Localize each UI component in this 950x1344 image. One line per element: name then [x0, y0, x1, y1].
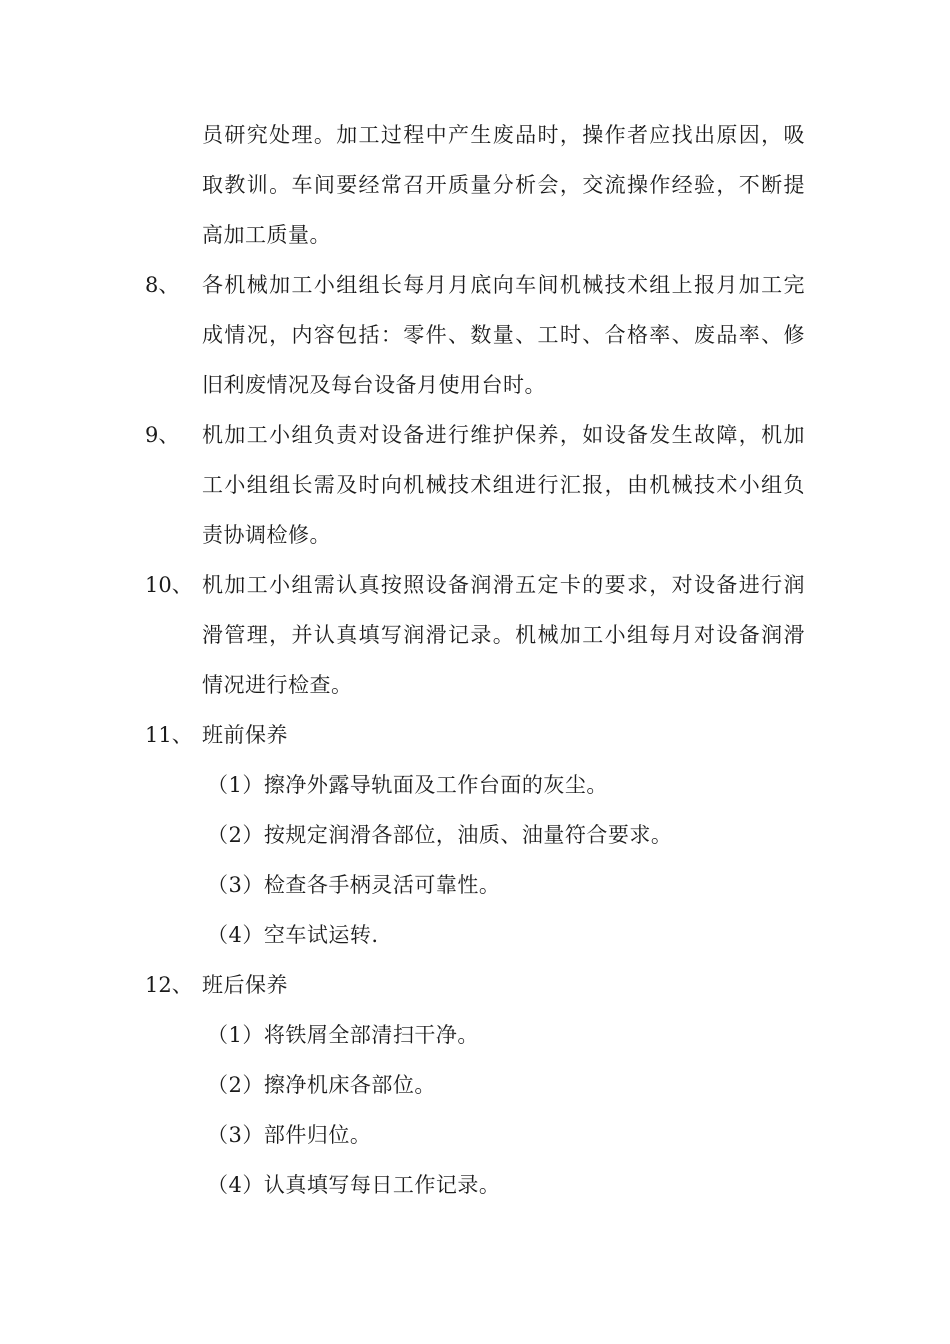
paragraph-line: 员研究处理。加工过程中产生废品时，操作者应找出原因，吸	[202, 123, 805, 147]
item-number: 12、	[145, 973, 193, 997]
paragraph-line: 情况进行检查。	[202, 673, 353, 697]
sub-item: （1）擦净外露导轨面及工作台面的灰尘。	[207, 773, 608, 797]
paragraph-line: 旧利废情况及每台设备月使用台时。	[202, 373, 546, 397]
paragraph-line: 高加工质量。	[202, 223, 331, 247]
sub-item: （1）将铁屑全部清扫干净。	[207, 1023, 479, 1047]
paragraph-line: 成情况，内容包括：零件、数量、工时、合格率、废品率、修	[202, 323, 805, 347]
paragraph-line: 机加工小组负责对设备进行维护保养，如设备发生故障，机加	[202, 423, 805, 447]
paragraph-line: 取教训。车间要经常召开质量分析会，交流操作经验，不断提	[202, 173, 805, 197]
paragraph-line: 工小组组长需及时向机械技术组进行汇报，由机械技术小组负	[202, 473, 805, 497]
item-number: 8、	[145, 273, 180, 297]
item-number: 10、	[145, 573, 193, 597]
item-number: 11、	[145, 723, 193, 747]
paragraph-line: 滑管理，并认真填写润滑记录。机械加工小组每月对设备润滑	[202, 623, 805, 647]
item-number: 9、	[145, 423, 180, 447]
paragraph-line: 责协调检修。	[202, 523, 331, 547]
sub-item: （3）部件归位。	[207, 1123, 372, 1147]
sub-item: （2）按规定润滑各部位，油质、油量符合要求。	[207, 823, 673, 847]
section-title: 班后保养	[202, 973, 288, 997]
sub-item: （4）认真填写每日工作记录。	[207, 1173, 501, 1197]
section-title: 班前保养	[202, 723, 288, 747]
paragraph-line: 机加工小组需认真按照设备润滑五定卡的要求，对设备进行润	[202, 573, 805, 597]
paragraph-line: 各机械加工小组组长每月月底向车间机械技术组上报月加工完	[202, 273, 805, 297]
sub-item: （3）检查各手柄灵活可靠性。	[207, 873, 501, 897]
sub-item: （2）擦净机床各部位。	[207, 1073, 436, 1097]
sub-item: （4）空车试运转.	[207, 923, 379, 947]
